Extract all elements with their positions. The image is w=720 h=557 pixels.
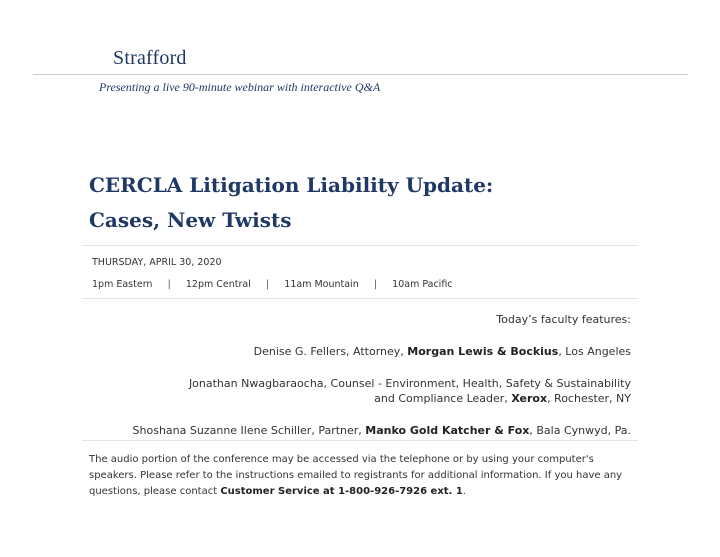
strafford-logo: Strafford bbox=[113, 47, 187, 69]
time-mountain: 11am Mountain bbox=[284, 279, 359, 290]
time-separator: | bbox=[167, 279, 171, 290]
time-pacific: 10am Pacific bbox=[392, 279, 453, 290]
divider-top bbox=[82, 245, 638, 246]
faculty-section bbox=[111, 312, 631, 455]
time-eastern: 1pm Eastern bbox=[92, 279, 153, 290]
webinar-title bbox=[89, 168, 649, 238]
faculty-member-schiller bbox=[111, 423, 631, 438]
faculty-member-text: Shoshana Suzanne Ilene Schiller, Partner, bbox=[132, 424, 366, 437]
header-divider bbox=[33, 74, 688, 75]
time-separator: | bbox=[373, 279, 378, 290]
divider-bottom bbox=[82, 440, 638, 441]
faculty-member-org: Manko Gold Katcher & Fox bbox=[365, 424, 530, 437]
time-central: 12pm Central bbox=[185, 279, 251, 290]
customer-service-contact: Customer Service at 1-800-926-7926 ext. 1 bbox=[220, 486, 463, 497]
tagline: Presenting a live 90-minute webinar with interactive Q&A bbox=[99, 80, 381, 94]
audio-instructions-end: . bbox=[462, 486, 466, 497]
audio-instructions-text: The audio portion of the conference may be accessed via the telephone or by using your computer's speakers. Please refer to the instructions emailed to registrants for additional information. If you have any questions, please contact bbox=[89, 454, 623, 497]
faculty-intro: Today’s faculty features: bbox=[496, 313, 631, 326]
title-line-1: CERCLA Litigation Liability Update: bbox=[89, 173, 494, 197]
time-separator: | bbox=[265, 279, 270, 290]
webinar-times bbox=[92, 279, 453, 290]
faculty-member-fellers bbox=[111, 344, 631, 359]
faculty-member-nwagbaraocha bbox=[111, 376, 631, 406]
faculty-member-text: Denise G. Fellers, Attorney, bbox=[253, 345, 408, 358]
faculty-member-text: Jonathan Nwagbaraocha, Counsel - Environment, Health, Safety & Sustainability and Compliance Leader, bbox=[188, 377, 631, 405]
faculty-member-location: , Bala Cynwyd, Pa. bbox=[529, 424, 631, 437]
title-line-2: Cases, New Twists bbox=[89, 208, 292, 232]
faculty-member-org: Morgan Lewis & Bockius bbox=[407, 345, 559, 358]
faculty-member-location: , Los Angeles bbox=[558, 345, 631, 358]
faculty-member-location: , Rochester, NY bbox=[547, 392, 631, 405]
faculty-member-org: Xerox bbox=[511, 392, 548, 405]
webinar-date: THURSDAY, APRIL 30, 2020 bbox=[92, 257, 222, 268]
audio-instructions bbox=[89, 452, 634, 500]
divider-middle bbox=[82, 298, 638, 299]
